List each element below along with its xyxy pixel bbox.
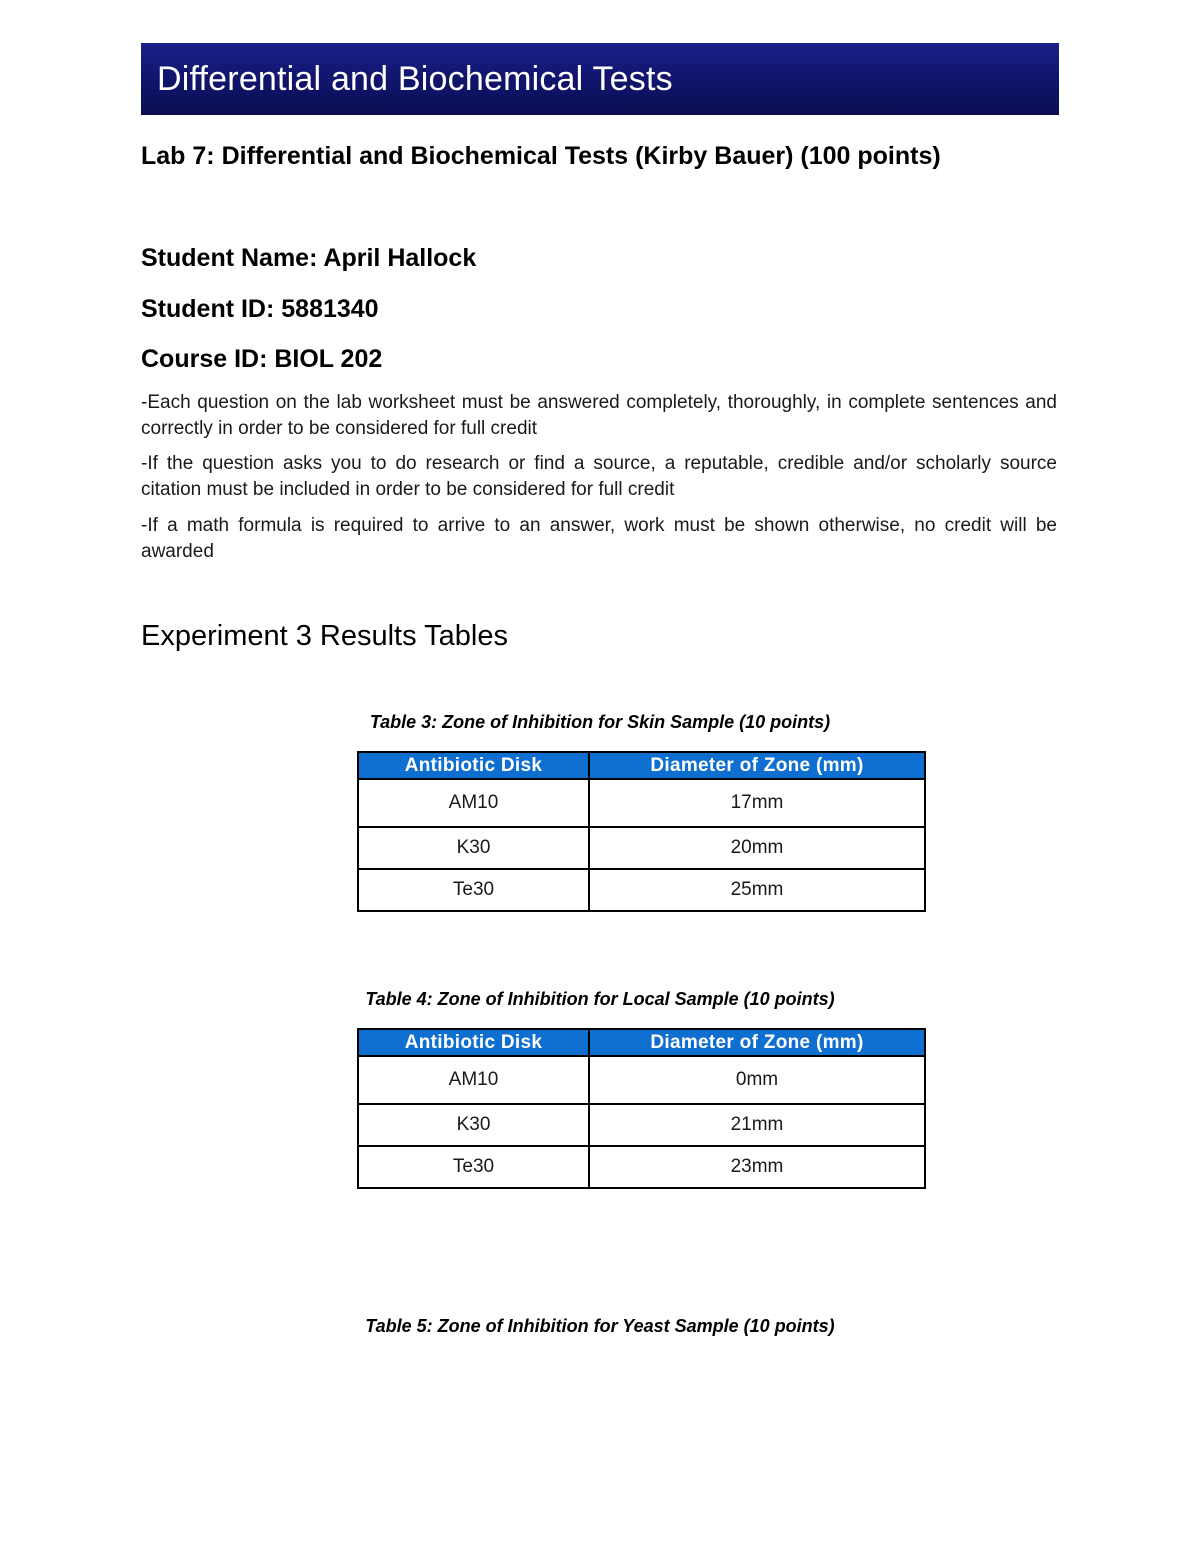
table-row bbox=[358, 779, 925, 827]
cell-diameter: 25mm bbox=[589, 869, 925, 911]
table-5-caption: Table 5: Zone of Inhibition for Yeast Sample (10 points) bbox=[365, 1316, 835, 1336]
cell-antibiotic: Te30 bbox=[358, 869, 589, 911]
student-name: Student Name: April Hallock bbox=[141, 244, 477, 272]
cell-antibiotic: K30 bbox=[358, 1104, 589, 1146]
banner-title: Differential and Biochemical Tests bbox=[157, 59, 673, 98]
course-id: Course ID: BIOL 202 bbox=[141, 345, 383, 373]
table-3-caption: Table 3: Zone of Inhibition for Skin Sample (10 points) bbox=[369, 712, 831, 732]
table-header-row bbox=[358, 1029, 925, 1056]
table-row bbox=[358, 827, 925, 869]
cell-diameter: 23mm bbox=[589, 1146, 925, 1188]
table-row bbox=[358, 1104, 925, 1146]
table-4 bbox=[357, 1028, 926, 1189]
lab-title: Lab 7: Differential and Biochemical Tests (Kirby Bauer) (100 points) bbox=[141, 142, 941, 170]
instruction-source-citation: -If the question asks you to do research or find a source, a reputable, credible and/or scholarly source citation must be included in order to be considered for full credit bbox=[141, 453, 1057, 500]
instruction-show-work: -If a math formula is required to arrive to an answer, work must be shown otherwise, no credit will be awarded bbox=[141, 515, 1057, 562]
cell-antibiotic: K30 bbox=[358, 827, 589, 869]
cell-diameter: 0mm bbox=[589, 1056, 925, 1104]
cell-diameter: 20mm bbox=[589, 827, 925, 869]
table-row bbox=[358, 869, 925, 911]
cell-antibiotic: AM10 bbox=[358, 1056, 589, 1104]
table-row bbox=[358, 1056, 925, 1104]
table-4-caption: Table 4: Zone of Inhibition for Local Sample (10 points) bbox=[365, 989, 835, 1009]
cell-antibiotic: Te30 bbox=[358, 1146, 589, 1188]
title-banner bbox=[141, 43, 1059, 115]
table-3 bbox=[357, 751, 926, 912]
table-header-row bbox=[358, 752, 925, 779]
instruction-complete-answers: -Each question on the lab worksheet must be answered completely, thoroughly, in complete sentences and correctly in order to be considered for full credit bbox=[141, 392, 1057, 439]
header-diameter: Diameter of Zone (mm) bbox=[589, 752, 925, 779]
cell-antibiotic: AM10 bbox=[358, 779, 589, 827]
header-antibiotic-disk: Antibiotic Disk bbox=[358, 1029, 589, 1056]
cell-diameter: 21mm bbox=[589, 1104, 925, 1146]
header-antibiotic-disk: Antibiotic Disk bbox=[358, 752, 589, 779]
student-id: Student ID: 5881340 bbox=[141, 295, 379, 323]
section-heading: Experiment 3 Results Tables bbox=[141, 620, 508, 652]
header-diameter: Diameter of Zone (mm) bbox=[589, 1029, 925, 1056]
table-row bbox=[358, 1146, 925, 1188]
cell-diameter: 17mm bbox=[589, 779, 925, 827]
